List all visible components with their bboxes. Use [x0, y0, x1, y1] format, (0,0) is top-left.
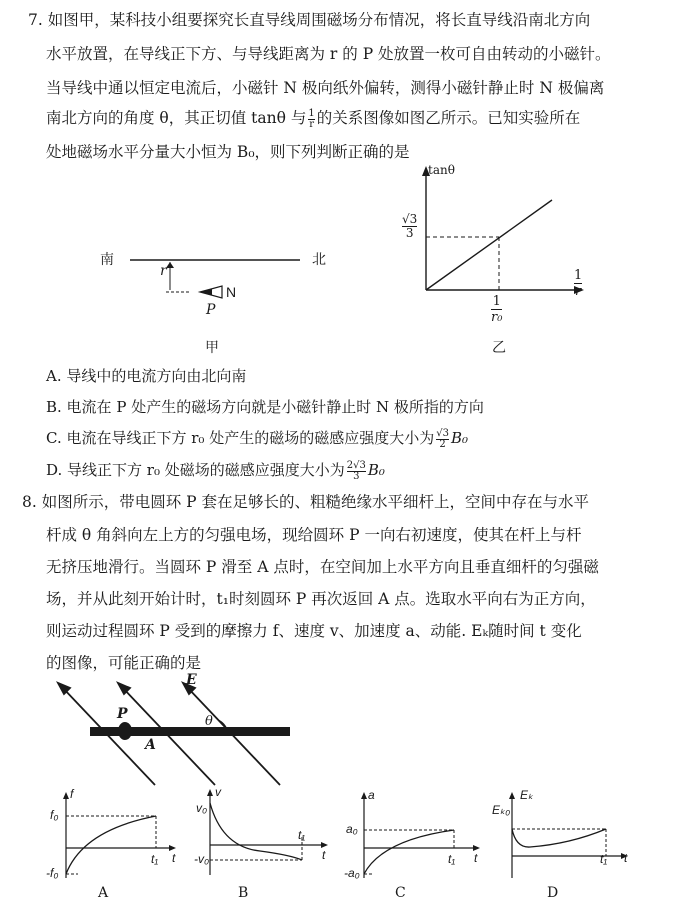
- graph-b: [200, 787, 330, 877]
- graph-c: [352, 790, 482, 880]
- graph-c-t-label: t: [474, 851, 478, 865]
- needle-n-label: N: [226, 284, 237, 300]
- graph-c-t1-label: t₁: [448, 852, 456, 866]
- q7-option-b[interactable]: B. 电流在 P 处产生的磁场方向就是小磁针静止时 N 极所指的方向: [46, 398, 484, 416]
- graph-b-t-label: t: [322, 848, 326, 862]
- graph-b-bottom-label: -v₀: [194, 852, 210, 866]
- q8-field-figure: [50, 675, 310, 800]
- graph-d: [500, 790, 630, 880]
- graph-c-top-label: a₀: [346, 822, 358, 836]
- north-label: 北: [312, 252, 326, 268]
- q7-option-c[interactable]: C. 电流在导线正下方 r₀ 处产生的磁场的磁感应强度大小为 $\frac{√3}{2}$ B₀: [46, 427, 468, 450]
- graph-b-y-label: v: [215, 785, 221, 799]
- q7-option-a[interactable]: A. 导线中的电流方向由北向南: [46, 367, 247, 385]
- q7-line-1: 7. 如图甲，某科技小组要探究长直导线周围磁场分布情况，将长直导线沿南北方向: [28, 11, 591, 29]
- figure-yi-caption: 乙: [492, 340, 506, 356]
- graph-b-t1-label: t₁: [298, 828, 306, 842]
- q8-line-3: 无挤压地滑行。当圆环 P 滑至 A 点时，在空间加上水平方向且垂直细杆的匀强磁: [46, 558, 599, 576]
- q8-line-2: 杆成 θ 角斜向左上方的匀强电场，现给圆环 P 一向右初速度，使其在杆上与杆: [46, 526, 582, 544]
- q7-line-4-part-a: 南北方向的角度 θ，其正切值 tanθ 与: [46, 109, 307, 127]
- figure-yi: [400, 160, 620, 300]
- r-label: r: [160, 263, 167, 279]
- graph-d-caption[interactable]: D: [547, 885, 559, 901]
- graph-a-bottom-label: -f₀: [46, 866, 59, 880]
- graph-d-t-label: t: [624, 851, 628, 865]
- graph-c-y-label: a: [368, 788, 375, 802]
- q7-line-5: 处地磁场水平分量大小恒为 B₀，则下列判断正确的是: [46, 143, 410, 161]
- q7-line-4-fraction: $\frac{1}{r}$: [308, 107, 315, 130]
- q7-line-2: 水平放置，在导线正下方、与导线距离为 r 的 P 处放置一枚可自由转动的小磁针。: [46, 45, 611, 63]
- graph-a-t-label: t: [172, 851, 176, 865]
- q7-line-4-part-b: 的关系图像如图乙所示。已知实验所在: [316, 109, 581, 127]
- y-tick-sqrt3-over-3: $\frac{√3}{3}$: [402, 212, 418, 240]
- q8-line-4: 场，并从此刻开始计时，t₁时刻圆环 P 再次返回 A 点。选取水平向右为正方向，: [46, 590, 596, 608]
- q8-line-1: 8. 如图所示，带电圆环 P 套在足够长的、粗糙绝缘水平细杆上，空间中存在与水平: [22, 493, 590, 511]
- figure-jia: [90, 240, 350, 360]
- graph-a: [48, 790, 178, 880]
- graph-b-top-label: v₀: [196, 801, 208, 815]
- q7-line-3: 当导线中通以恒定电流后，小磁针 N 极向纸外偏转，测得小磁针静止时 N 极偏离: [46, 79, 605, 97]
- graph-a-t1-label: t₁: [151, 852, 159, 866]
- q8-line-6: 的图像，可能正确的是: [46, 654, 202, 672]
- point-a-label: A: [145, 737, 156, 753]
- graph-d-t1-label: t₁: [600, 852, 608, 866]
- graph-c-caption[interactable]: C: [395, 885, 406, 901]
- graph-c-bottom-label: -a₀: [344, 866, 360, 880]
- graph-a-caption[interactable]: A: [98, 885, 109, 901]
- graph-d-top-label: Eₖ₀: [492, 803, 511, 817]
- theta-label: θ: [205, 714, 213, 729]
- south-label: 南: [100, 252, 114, 268]
- ring-p-label: P: [117, 706, 128, 722]
- figure-jia-caption: 甲: [205, 340, 219, 356]
- q7-line-4: [46, 108, 580, 130]
- graph-d-y-label: Eₖ: [520, 788, 534, 802]
- e-field-label: E: [186, 672, 197, 688]
- q8-line-5: 则运动过程圆环 P 受到的摩擦力 f、速度 v、加速度 a、动能. Eₖ随时间 t 变化: [46, 622, 582, 640]
- tan-theta-axis-label: tanθ: [428, 163, 455, 177]
- x-tick-1-over-r0: $\frac{1}{\text{r₀}}$: [491, 294, 503, 325]
- graph-b-caption[interactable]: B: [238, 885, 249, 901]
- x-axis-label-1-over-r: $\frac{1}{r}$: [574, 268, 583, 299]
- p-label: P: [206, 302, 216, 318]
- graph-a-y-label: f: [70, 787, 74, 801]
- q7-option-d[interactable]: D. 导线正下方 r₀ 处磁场的磁感应强度大小为 $\frac{2√3}{3}$ B₀: [46, 459, 385, 482]
- graph-a-top-label: f₀: [50, 808, 59, 822]
